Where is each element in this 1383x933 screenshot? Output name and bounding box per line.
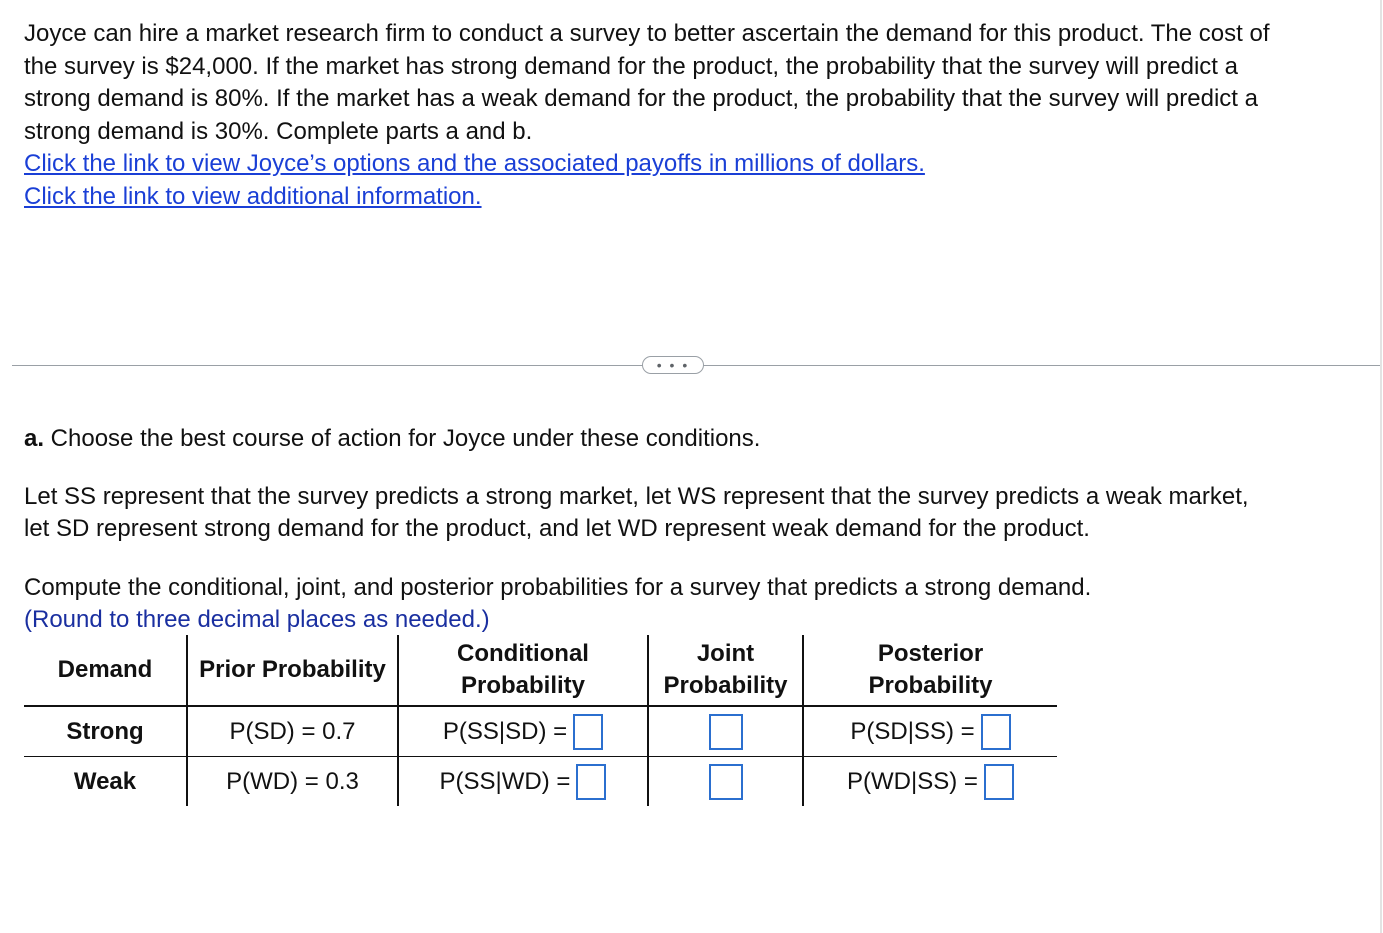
joint-weak-input[interactable]	[709, 764, 743, 800]
probability-table	[24, 635, 1057, 806]
part-a-question	[24, 423, 1379, 455]
header-demand: Demand	[24, 635, 187, 706]
posterior-strong-cell	[803, 706, 1057, 757]
problem-line-1: Joyce can hire a market research firm to conduct a survey to better ascertain the demand for this product. The cost of	[24, 20, 1270, 47]
rounding-hint: (Round to three decimal places as needed.)	[24, 606, 490, 633]
table-row-weak	[24, 757, 1057, 807]
posterior-strong-label: P(SD|SS) =	[850, 717, 975, 745]
problem-line-4: strong demand is 30%. Complete parts a and b.	[24, 117, 533, 145]
header-prior-probability: Prior Probability	[187, 635, 398, 706]
compute-instruction: Compute the conditional, joint, and posterior probabilities for a survey that predicts a strong demand.	[24, 574, 1092, 601]
conditional-weak-input[interactable]	[576, 764, 606, 800]
joint-weak-cell	[648, 757, 803, 807]
problem-statement	[24, 18, 1379, 213]
definitions-line-2: let SD represent strong demand for the product, and let WD represent weak demand for the product.	[24, 515, 1090, 542]
conditional-strong-cell	[398, 706, 648, 757]
problem-line-2: the survey is $24,000. If the market has strong demand for the product, the probability that the survey will predict a	[24, 52, 1238, 80]
instructions	[24, 572, 1379, 636]
conditional-strong-label: P(SS|SD) =	[442, 717, 568, 745]
header-joint-probability: Joint Probability	[648, 635, 803, 706]
joint-strong-cell	[648, 706, 803, 757]
header-posterior-probability: Posterior Probability	[803, 635, 1057, 706]
expand-more-button[interactable]: • • •	[642, 356, 704, 374]
page-right-edge	[1380, 0, 1382, 933]
part-a-text: Choose the best course of action for Joyce under these conditions.	[44, 425, 761, 452]
posterior-weak-label: P(WD|SS) =	[847, 767, 978, 795]
posterior-weak-input[interactable]	[984, 764, 1014, 800]
posterior-strong-input[interactable]	[981, 714, 1011, 750]
prior-weak: P(WD) = 0.3	[187, 757, 398, 807]
problem-line-3: strong demand is 80%. If the market has a weak demand for the product, the probability that the survey will predict a	[24, 85, 1258, 112]
table-row-strong	[24, 706, 1057, 757]
definitions	[24, 481, 1379, 545]
header-conditional-probability: Conditional Probability	[398, 635, 648, 706]
conditional-weak-cell	[398, 757, 648, 807]
conditional-weak-label: P(SS|WD) =	[439, 767, 571, 795]
joint-strong-input[interactable]	[709, 714, 743, 750]
demand-weak: Weak	[73, 767, 137, 795]
definitions-line-1: Let SS represent that the survey predicts a strong market, let WS represent that the survey predicts a weak market,	[24, 483, 1249, 510]
demand-strong: Strong	[24, 706, 187, 757]
conditional-strong-input[interactable]	[573, 714, 603, 750]
posterior-weak-cell	[803, 757, 1057, 807]
payoffs-link[interactable]: Click the link to view Joyce’s options and the associated payoffs in millions of dollars.	[24, 150, 925, 177]
additional-info-link[interactable]: Click the link to view additional information.	[24, 182, 482, 210]
part-a-label: a.	[24, 425, 45, 452]
prior-strong: P(SD) = 0.7	[187, 706, 398, 757]
